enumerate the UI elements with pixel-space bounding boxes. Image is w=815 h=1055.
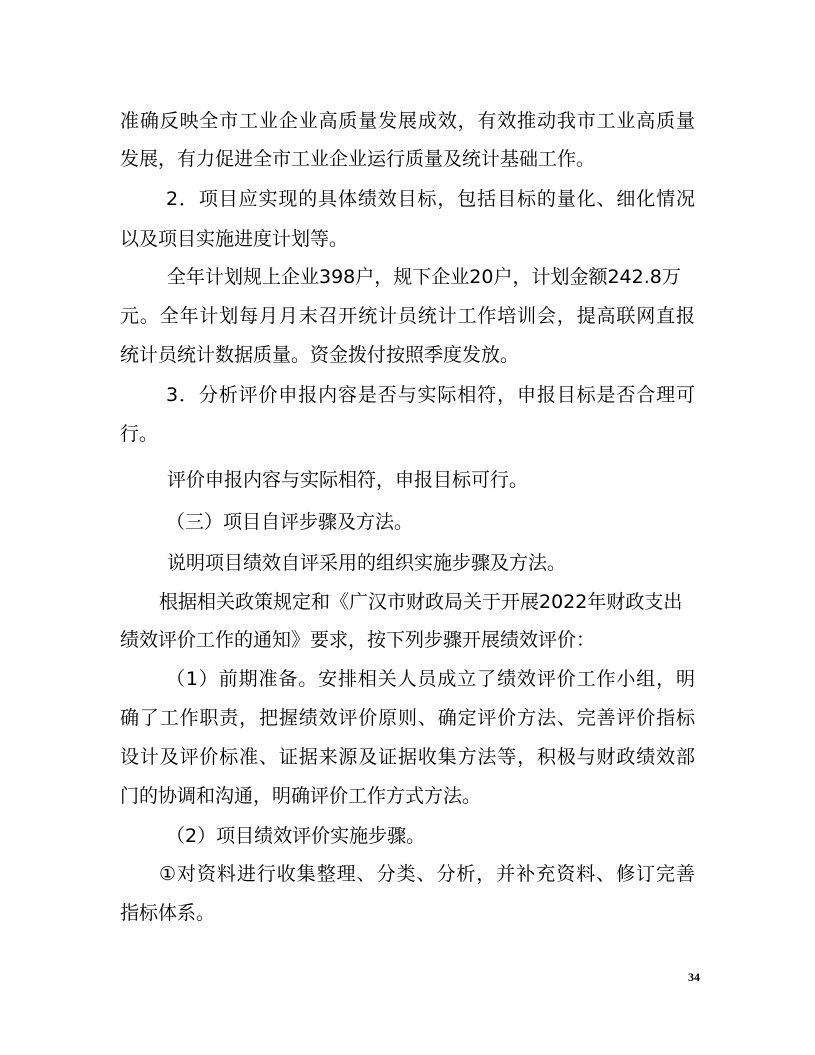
text-line: 门的协调和沟通，明确评价工作方式方法。: [120, 785, 482, 807]
text-line: （2）项目绩效评价实施步骤。: [166, 825, 426, 847]
text-line: 发展，有力促进全市工业企业运行质量及统计基础工作。: [120, 148, 596, 170]
text-line: （1）前期准备。安排相关人员成立了绩效评价工作小组，明: [166, 668, 695, 690]
text-line: 指标体系。: [120, 902, 216, 924]
text-line: 行。: [120, 423, 159, 445]
text-line: 根据相关政策规定和《广汉市财政局关于开展2022年财政支出: [159, 591, 683, 613]
text-line: 3．分析评价申报内容是否与实际相符，申报目标是否合理可: [166, 384, 695, 406]
text-line: 2．项目应实现的具体绩效目标，包括目标的量化、细化情况: [166, 188, 695, 210]
text-line: 说明项目绩效自评采用的组织实施步骤及方法。: [167, 552, 567, 574]
text-line: 元。全年计划每月月末召开统计员统计工作培训会，提高联网直报: [120, 305, 695, 327]
text-line: 统计员统计数据质量。资金拨付按照季度发放。: [120, 344, 520, 366]
text-line: 评价申报内容与实际相符，申报目标可行。: [167, 469, 529, 491]
text-line: 设计及评价标准、证据来源及证据收集方法等，积极与财政绩效部: [120, 746, 695, 768]
text-line: 绩效评价工作的通知》要求，按下列步骤开展绩效评价：: [120, 629, 596, 651]
text-line: 准确反映全市工业企业高质量发展成效，有效推动我市工业高质量: [120, 110, 695, 132]
text-line: 全年计划规上企业398户，规下企业20户，计划金额242.8万: [167, 266, 681, 288]
page-number: 34: [688, 970, 700, 984]
text-line: 确了工作职责，把握绩效评价原则、确定评价方法、完善评价指标: [120, 707, 695, 729]
section-heading: （三）项目自评步骤及方法。: [166, 511, 414, 533]
text-line: 以及项目实施进度计划等。: [120, 228, 349, 250]
text-line: ①对资料进行收集整理、分类、分析，并补充资料、修订完善: [159, 863, 695, 885]
